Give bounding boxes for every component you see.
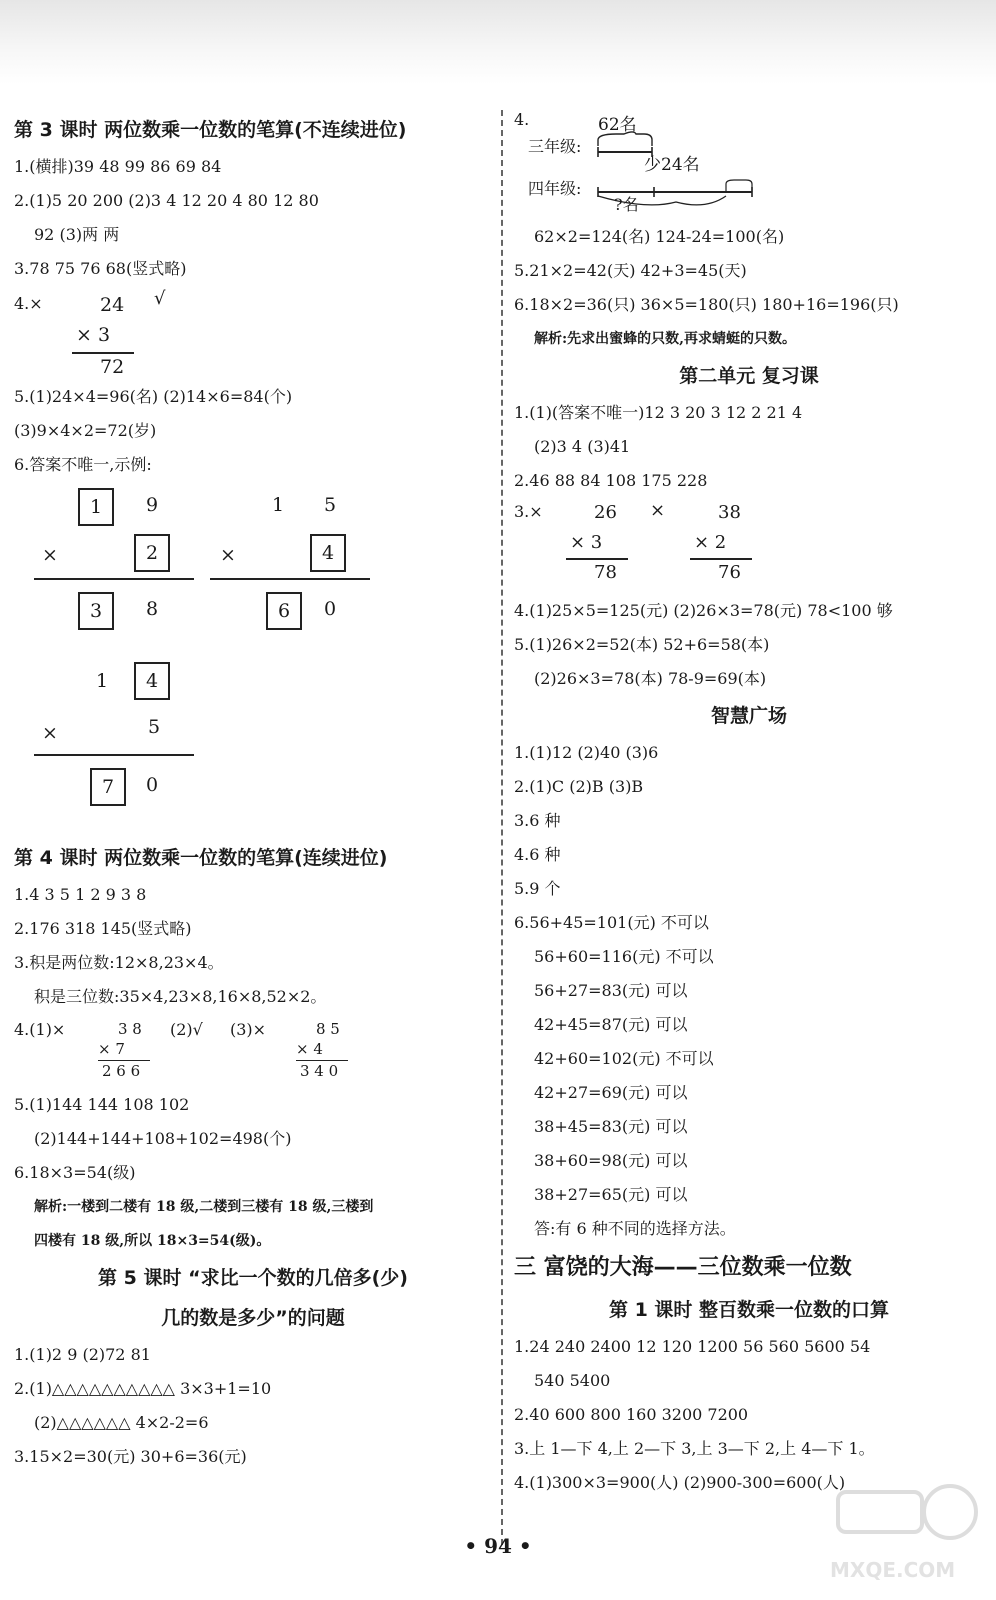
w-q6-line: 56+27=83(元) 可以 — [534, 981, 688, 1000]
u3-lesson-1-title: 第 1 课时 整百数乘一位数的口算 — [608, 1299, 890, 1321]
puzzle2-top-tens: 1 — [272, 494, 285, 516]
diagram-grade4-label: 四年级: — [528, 179, 582, 198]
l4-q4-v1-mul: × 7 — [98, 1040, 125, 1058]
puzzle1-box-result: 3 — [78, 592, 114, 630]
u2-q3-v1-mul: × 3 — [570, 532, 603, 553]
watermark-stamp-icon — [830, 1478, 990, 1558]
l4-q4-v1-top: 3 8 — [118, 1020, 142, 1038]
u2-q3-v2-result: 76 — [718, 562, 741, 583]
lesson-5-title-line2: 几的数是多少”的问题 — [161, 1307, 345, 1329]
line-segment-diagram — [514, 110, 984, 220]
l3-q2b: 92 (3)两 两 — [34, 225, 120, 244]
w-q6-line: 38+27=65(元) 可以 — [534, 1185, 688, 1204]
r-q5: 5.21×2=42(天) 42+3=45(天) — [514, 261, 747, 280]
l3-q4-mul: × 3 — [76, 324, 111, 346]
u2-q5a: 5.(1)26×2=52(本) 52+6=58(本) — [514, 635, 770, 654]
w-q6-line: 6.56+45=101(元) 不可以 — [514, 913, 709, 932]
unit-3-title: 三 富饶的大海——三位数乘一位数 — [514, 1255, 852, 1280]
r-q6: 6.18×2=36(只) 36×5=180(只) 180+16=196(只) — [514, 295, 899, 314]
l4-q4-v2-top: 8 5 — [316, 1020, 340, 1038]
r-q4-label: 4. — [514, 110, 530, 129]
puzzle2-box-result: 6 — [266, 592, 302, 630]
puzzle2-times: × — [220, 544, 236, 566]
w-q2: 2.(1)C (2)B (3)B — [514, 777, 644, 796]
puzzle3-multiplier: 5 — [148, 716, 161, 738]
r-note: 解析:先求出蜜蜂的只数,再求蜻蜓的只数。 — [534, 331, 797, 347]
puzzle3-result-ones: 0 — [146, 774, 159, 796]
column-divider — [501, 110, 503, 1545]
l4-note-line2: 四楼有 18 级,所以 18×3=54(级)。 — [34, 1233, 271, 1249]
l4-q2: 2.176 318 145(竖式略) — [14, 919, 192, 938]
l5-q3: 3.15×2=30(元) 30+6=36(元) — [14, 1447, 247, 1466]
l4-q4-v2-rule — [296, 1060, 348, 1061]
l3-q6: 6.答案不唯一,示例: — [14, 455, 152, 474]
r-q4-answer: 62×2=124(名) 124-24=100(名) — [534, 227, 785, 246]
right-column — [514, 110, 984, 1500]
puzzle3-box-result: 7 — [90, 768, 126, 806]
u3-q2: 2.40 600 800 160 3200 7200 — [514, 1405, 749, 1424]
puzzle1-box-multiplier: 2 — [134, 534, 170, 572]
l4-q1: 1.4 3 5 1 2 9 3 8 — [14, 885, 147, 904]
u2-q3-v1-top: 26 — [594, 502, 617, 523]
w-q6-line: 38+45=83(元) 可以 — [534, 1117, 688, 1136]
lesson-5-title-line1: 第 5 课时 “求比一个数的几倍多(少) — [98, 1267, 408, 1289]
w-q6-line: 42+45=87(元) 可以 — [534, 1015, 688, 1034]
w-q3: 3.6 种 — [514, 811, 561, 830]
puzzle2-box-multiplier: 4 — [310, 534, 346, 572]
u2-q3-verticals — [514, 498, 984, 594]
puzzle1-times: × — [42, 544, 58, 566]
u2-q3-b: × — [650, 500, 666, 521]
l3-q5a: 5.(1)24×4=96(名) (2)14×6=84(个) — [14, 387, 293, 406]
u3-q4: 4.(1)300×3=900(人) (2)900-300=600(人) — [514, 1473, 846, 1492]
l5-q2a: 2.(1)△△△△△△△△△△ 3×3+1=10 — [14, 1379, 272, 1398]
l4-q4-a: 4.(1)× — [14, 1020, 66, 1039]
diagram-62-label: 62名 — [598, 115, 637, 135]
l4-q4-b: (2)√ — [170, 1020, 203, 1039]
w-q6-line: 38+60=98(元) 可以 — [534, 1151, 688, 1170]
l4-q4-v1-result: 2 6 6 — [102, 1062, 141, 1080]
watermark-text: MXQE.COM — [830, 1558, 956, 1582]
l4-note-line1: 解析:一楼到二楼有 18 级,二楼到三楼有 18 级,三楼到 — [34, 1199, 374, 1215]
scan-shadow — [0, 0, 996, 84]
w-q6-line: 56+60=116(元) 不可以 — [534, 947, 714, 966]
l5-q2b: (2)△△△△△△ 4×2-2=6 — [34, 1413, 209, 1432]
u2-q3-v2-top: 38 — [718, 502, 741, 523]
u2-q3-v2-mul: × 2 — [694, 532, 727, 553]
l3-q4-head: 4.× — [14, 294, 43, 313]
l4-q5a: 5.(1)144 144 108 102 — [14, 1095, 190, 1114]
puzzle2-rule — [210, 578, 370, 580]
l4-q3a: 3.积是两位数:12×8,23×4。 — [14, 953, 224, 972]
u2-q1a: 1.(1)(答案不唯一)12 3 20 3 12 2 21 4 — [514, 403, 803, 422]
puzzle1-top-ones: 9 — [146, 494, 159, 516]
lesson-4-title: 第 4 课时 两位数乘一位数的笔算(连续进位) — [14, 847, 388, 869]
puzzle3-rule — [34, 754, 194, 756]
l4-q4-v1-rule — [98, 1060, 150, 1061]
puzzle1-result-ones: 8 — [146, 598, 159, 620]
u2-q3-a: 3.× — [514, 502, 543, 521]
l3-q3: 3.78 75 76 68(竖式略) — [14, 259, 187, 278]
w-q1: 1.(1)12 (2)40 (3)6 — [514, 743, 659, 762]
u3-q1b: 540 5400 — [534, 1371, 611, 1390]
l3-q1: 1.(横排)39 48 99 86 69 84 — [14, 157, 222, 176]
l4-q4-c: (3)× — [230, 1020, 267, 1039]
left-column — [14, 110, 492, 1474]
u2-q3-v2-rule — [690, 558, 752, 560]
u2-q3-v1-result: 78 — [594, 562, 617, 583]
l3-q4-top: 24 — [100, 294, 125, 316]
puzzle2-result-ones: 0 — [324, 598, 337, 620]
u2-q4: 4.(1)25×5=125(元) (2)26×3=78(元) 78<100 够 — [514, 601, 893, 620]
l3-q5b: (3)9×4×2=72(岁) — [14, 421, 157, 440]
l4-q6: 6.18×3=54(级) — [14, 1163, 136, 1182]
l4-q3b: 积是三位数:35×4,23×8,16×8,52×2。 — [34, 987, 327, 1006]
u3-q3: 3.上 1—下 4,上 2—下 3,上 3—下 2,上 4—下 1。 — [514, 1439, 875, 1458]
u2-q1b: (2)3 4 (3)41 — [534, 437, 631, 456]
diagram-unknown-label: ?名 — [614, 195, 639, 214]
w-q4: 4.6 种 — [514, 845, 561, 864]
l3-q2a: 2.(1)5 20 200 (2)3 4 12 20 4 80 12 80 — [14, 191, 319, 210]
unit-2-review-title: 第二单元 复习课 — [679, 365, 819, 387]
wisdom-square-title: 智慧广场 — [710, 705, 787, 727]
l3-q4-vertical — [14, 286, 492, 378]
u3-q1a: 1.24 240 2400 12 120 1200 56 560 5600 54 — [514, 1337, 871, 1356]
puzzle3-box-top-ones: 4 — [134, 662, 170, 700]
u2-q5b: (2)26×3=78(本) 78-9=69(本) — [534, 669, 767, 688]
puzzle2-top-ones: 5 — [324, 494, 337, 516]
l5-q1: 1.(1)2 9 (2)72 81 — [14, 1345, 151, 1364]
lesson-3-title: 第 3 课时 两位数乘一位数的笔算(不连续进位) — [14, 119, 407, 141]
watermark-logo — [830, 1478, 990, 1588]
puzzle1-box-tens: 1 — [78, 488, 114, 526]
diagram-less-24-label: 少24名 — [644, 155, 700, 175]
l3-q4-result: 72 — [100, 356, 125, 378]
check-icon: √ — [154, 288, 166, 309]
u2-q3-v1-rule — [566, 558, 628, 560]
l4-q4-v2-mul: × 4 — [296, 1040, 323, 1058]
puzzle3-times: × — [42, 722, 58, 744]
l3-q4-rule — [72, 352, 134, 354]
w-q6-line: 42+27=69(元) 可以 — [534, 1083, 688, 1102]
w-q5: 5.9 个 — [514, 879, 561, 898]
puzzle3-top-tens: 1 — [96, 670, 109, 692]
l4-q4-v2-result: 3 4 0 — [300, 1062, 339, 1080]
l3-q6-puzzles — [14, 482, 492, 838]
l4-q4-verticals — [14, 1014, 492, 1088]
diagram-grade3-label: 三年级: — [528, 137, 582, 156]
puzzle1-rule — [34, 578, 194, 580]
l4-q5b: (2)144+144+108+102=498(个) — [34, 1129, 292, 1148]
w-q6-line: 42+60=102(元) 不可以 — [534, 1049, 714, 1068]
u2-q2: 2.46 88 84 108 175 228 — [514, 471, 708, 490]
w-answer: 答:有 6 种不同的选择方法。 — [534, 1219, 736, 1238]
page-number: • 94 • — [464, 1534, 532, 1558]
